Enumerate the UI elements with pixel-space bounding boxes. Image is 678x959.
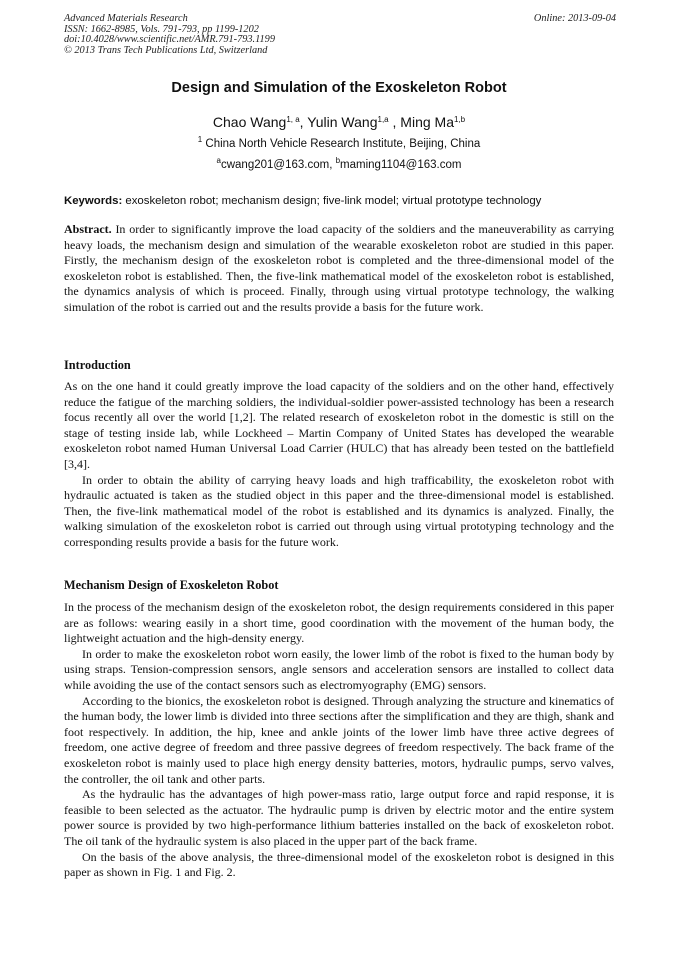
paragraph: According to the bionics, the exoskeleton robot is designed. Through analyzing the structure and kinematics of the human body, the lower limb is divided into three sections after the simplification and they are thigh, shank and foot respectively. In addition, the hip, knee and ankle joints of the lower limb have three active degrees of freedom, one active degree of freedom and three passive degrees of freedom respectively. The back frame of the exoskeleton robot is mainly used to place high energy density batteries, motors, hydraulic pumps, servo valves, the controller, the oil tank and other parts. xyxy=(64,693,614,786)
abstract xyxy=(64,222,614,316)
paragraph: In order to make the exoskeleton robot worn easily, the lower limb of the robot is fixed to the human body by using straps. Tension-compression sensors, angle sensors and acceleration sensors are installed to collect data while avoiding the use of the contact sensors such as electromyography (EMG) sensors. xyxy=(64,646,614,692)
affiliation xyxy=(64,135,614,150)
abstract-label: Abstract. xyxy=(64,222,112,236)
doi-line: doi:10.4028/www.scientific.net/AMR.791-793.1199 xyxy=(64,34,275,46)
keywords-label: Keywords: xyxy=(64,195,123,207)
email-mark: b xyxy=(335,156,341,165)
author-affiliation-mark: 1,b xyxy=(453,115,466,124)
email-mark: a xyxy=(216,156,221,165)
online-date: Online: 2013-09-04 xyxy=(533,13,616,24)
author-affiliation-mark: 1,a xyxy=(377,115,389,124)
journal-name: Advanced Materials Research xyxy=(64,13,188,24)
paragraph: In the process of the mechanism design of the exoskeleton robot, the design requirements considered in this paper are as follows: wearing easily in a short time, good coordination with the movement of the human body, the lightweight actuation and the high-density energy. xyxy=(64,600,614,646)
keywords-text: exoskeleton robot; mechanism design; five-link model; virtual prototype technology xyxy=(125,195,542,207)
paper-title: Design and Simulation of the Exoskeleton Robot xyxy=(171,80,507,96)
paragraph: As the hydraulic has the advantages of high power-mass ratio, large output force and rapid response, it is feasible to been selected as the actuator. The hydraulic pump is driven by electric motor and the entire system power source is provided by two high-performance lithium batteries installed on the back of exoskeleton robot. The oil tank of the hydraulic system is also placed in the upper part of the back frame. xyxy=(64,787,614,848)
author-affiliation-mark: 1, a xyxy=(286,115,300,124)
affiliation-mark: 1 xyxy=(197,135,203,144)
email-address: cwang201@163.com, xyxy=(220,159,333,171)
paragraph: On the basis of the above analysis, the three-dimensional model of the exoskeleton robot is designed in this paper as shown in Fig. 1 and Fig. 2. xyxy=(64,849,614,880)
email-address: maming1104@163.com xyxy=(340,159,462,171)
keywords xyxy=(64,195,616,207)
author-emails xyxy=(64,156,614,171)
paragraph: In order to obtain the ability of carrying heavy loads and high trafficability, the exoskeleton robot with hydraulic actuated is taken as the studied object in this paper and the three-dimensional model is established. Then, the five-link mathematical model of the robot is established and its dynamics is analyzed. Finally, the walking simulation of the exoskeleton robot is carried out through using virtual prototyping technology and the corresponding results provide a basis for the future work. xyxy=(64,472,614,549)
author-name: Ming Ma xyxy=(400,114,454,130)
affiliation-text: China North Vehicle Research Institute, Beijing, China xyxy=(205,138,481,150)
journal-header xyxy=(64,14,616,56)
issn-line: ISSN: 1662-8985, Vols. 791-793, pp 1199-1202 xyxy=(64,23,259,35)
mechanism-design-body xyxy=(64,600,614,881)
section-heading-mechanism-design: Mechanism Design of Exoskeleton Robot xyxy=(64,578,279,592)
author-list: Chao Wang$^{1, a}$, Yulin Wang$^{1,a}$ , Ming Ma$^{1,b}$ xyxy=(212,114,466,130)
section-heading-introduction: Introduction xyxy=(64,358,131,372)
author-name: Chao Wang xyxy=(212,114,287,130)
introduction-body xyxy=(64,379,614,551)
copyright-line: © 2013 Trans Tech Publications Ltd, Switzerland xyxy=(64,44,268,56)
paragraph: As on the one hand it could greatly improve the load capacity of the soldiers and on the other hand, effectively reduce the fatigue of the marching soldiers, the individual-soldier power-assisted technology has been a research focus recently all over the world [1,2]. The related research of exoskeleton robot in the domestic is still on the stage of testing inside lab, while Lockheed – Martin Company of United States has developed the wearable exoskeleton robot named Human Universal Load Carrier (HULC) that has already been tested on the battlefield [3,4]. xyxy=(64,379,614,471)
abstract-text: In order to significantly improve the load capacity of the soldiers and the maneuverability as carrying heavy loads, the mechanism design and simulation of the wearable exoskeleton robot are studied in this paper. Firstly, the mechanism design of the exoskeleton robot is completed and the three-dimensional model of the exoskeleton robot is established. Then, the five-link mathematical model of the exoskeleton robot is established, the dynamics analysis of which is proceed. Finally, through using virtual prototype technology, the walking simulation of the robot is carried out and the results provide a basis for the future work. xyxy=(64,222,614,314)
author-name: Yulin Wang xyxy=(307,114,378,130)
